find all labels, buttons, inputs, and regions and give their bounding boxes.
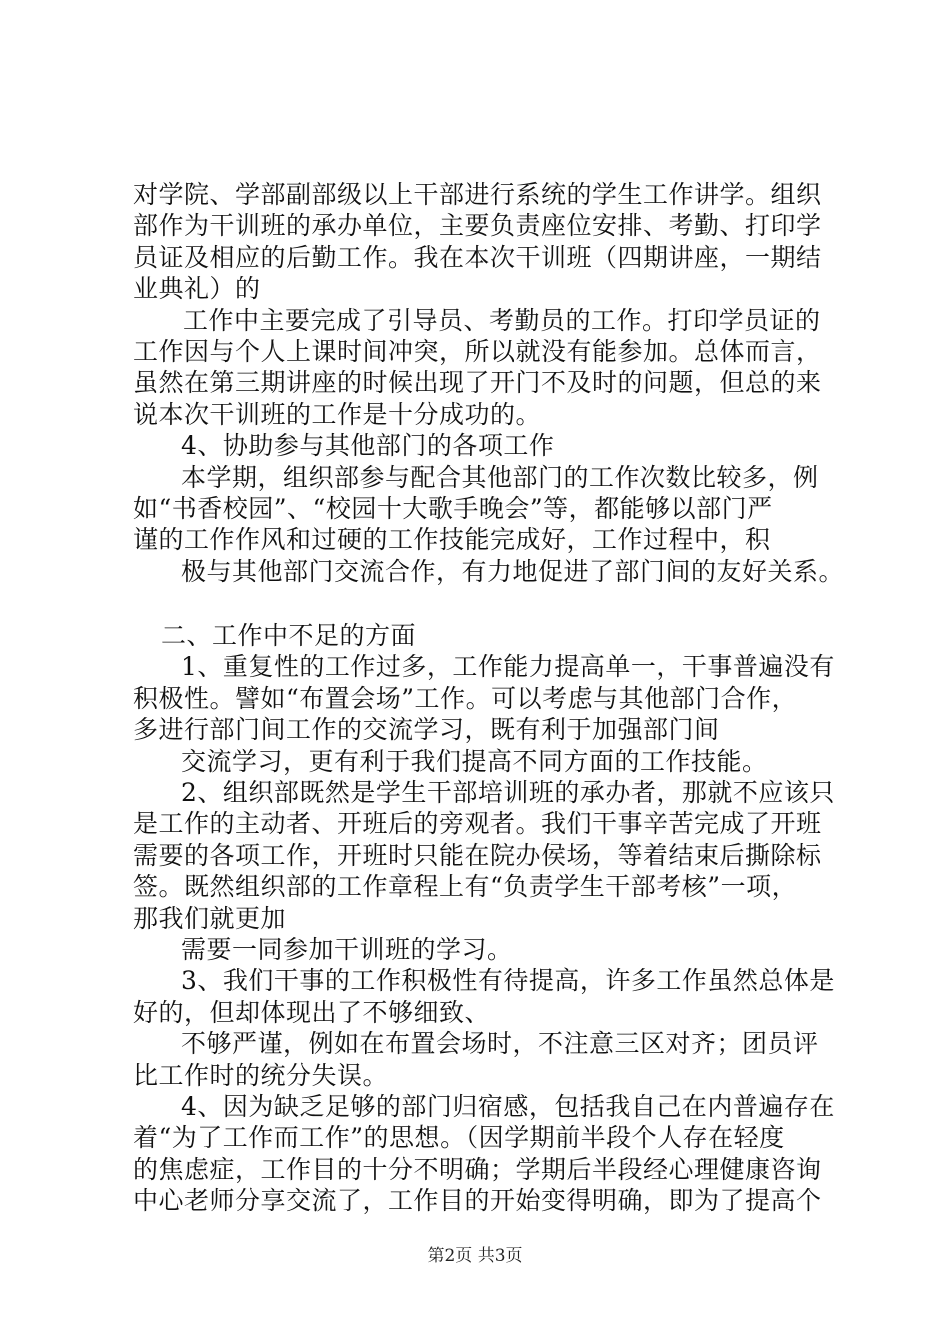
- text-line: 4、协助参与其他部门的各项工作: [181, 431, 555, 461]
- text-line: 需要一同参加干训班的学习。: [181, 934, 513, 964]
- text-line: 是工作的主动者、开班后的旁观者。我们干事辛苦完成了开班: [133, 809, 822, 839]
- text-line: 谨的工作作风和过硬的工作技能完成好，工作过程中，积: [133, 525, 771, 555]
- text-line: 那我们就更加: [133, 903, 287, 933]
- text-line: 积极性。譬如“布置会场”工作。可以考虑与其他部门合作，: [133, 683, 798, 713]
- text-line: 二、工作中不足的方面: [161, 621, 417, 651]
- text-line: 虽然在第三期讲座的时候出现了开门不及时的问题，但总的来: [133, 368, 822, 398]
- text-line: 业典礼）的: [133, 274, 261, 304]
- text-line: 中心老师分享交流了，工作目的开始变得明确，即为了提高个: [133, 1186, 822, 1216]
- text-line: 对学院、学部副部级以上干部进行系统的学生工作讲学。组织: [133, 180, 822, 209]
- text-line: 工作中主要完成了引导员、考勤员的工作。打印学员证的: [183, 305, 821, 335]
- text-line: 不够严谨，例如在布置会场时，不注意三区对齐；团员评: [181, 1029, 819, 1059]
- text-line: 的焦虑症，工作目的十分不明确；学期后半段经心理健康咨询: [133, 1154, 822, 1184]
- text-line: 4、因为缺乏足够的部门归宿感，包括我自己在内普遍存在: [181, 1091, 835, 1121]
- text-line: 2、组织部既然是学生干部培训班的承办者，那就不应该只: [181, 778, 835, 808]
- text-line: 员证及相应的后勤工作。我在本次干训班（四期讲座，一期结: [133, 242, 822, 272]
- text-line: 好的，但却体现出了不够细致、: [133, 997, 491, 1027]
- page-footer: 第2页 共3页: [427, 1246, 523, 1266]
- text-line: 比工作时的统分失误。: [133, 1060, 389, 1090]
- text-line: 签。既然组织部的工作章程上有“负责学生干部考核”一项，: [133, 872, 798, 902]
- text-line: 多进行部门间工作的交流学习，既有利于加强部门间: [133, 715, 720, 745]
- text-line: 极与其他部门交流合作，有力地促进了部门间的友好关系。: [181, 556, 845, 586]
- text-line: 工作因与个人上课时间冲突，所以就没有能参加。总体而言，: [133, 336, 822, 366]
- document-body: [133, 179, 853, 1217]
- text-line: 3、我们干事的工作积极性有待提高，许多工作虽然总体是: [181, 966, 835, 996]
- text-line: 着“为了工作而工作”的思想。（因学期前半段个人存在轻度: [133, 1123, 785, 1153]
- text-line: 需要的各项工作，开班时只能在院办侯场，等着结束后撕除标: [133, 840, 822, 870]
- text-line: 交流学习，更有利于我们提高不同方面的工作技能。: [181, 746, 768, 776]
- text-line: 部作为干训班的承办单位，主要负责座位安排、考勤、打印学: [133, 211, 822, 241]
- text-line: 说本次干训班的工作是十分成功的。: [133, 399, 542, 429]
- text-line: 1、重复性的工作过多，工作能力提高单一，干事普遍没有: [181, 652, 835, 682]
- blank-line: [133, 587, 853, 620]
- text-line: 本学期，组织部参与配合其他部门的工作次数比较多，例: [181, 462, 819, 492]
- text-line: 如“书香校园”、“校园十大歌手晚会”等，都能够以部门严: [133, 493, 773, 523]
